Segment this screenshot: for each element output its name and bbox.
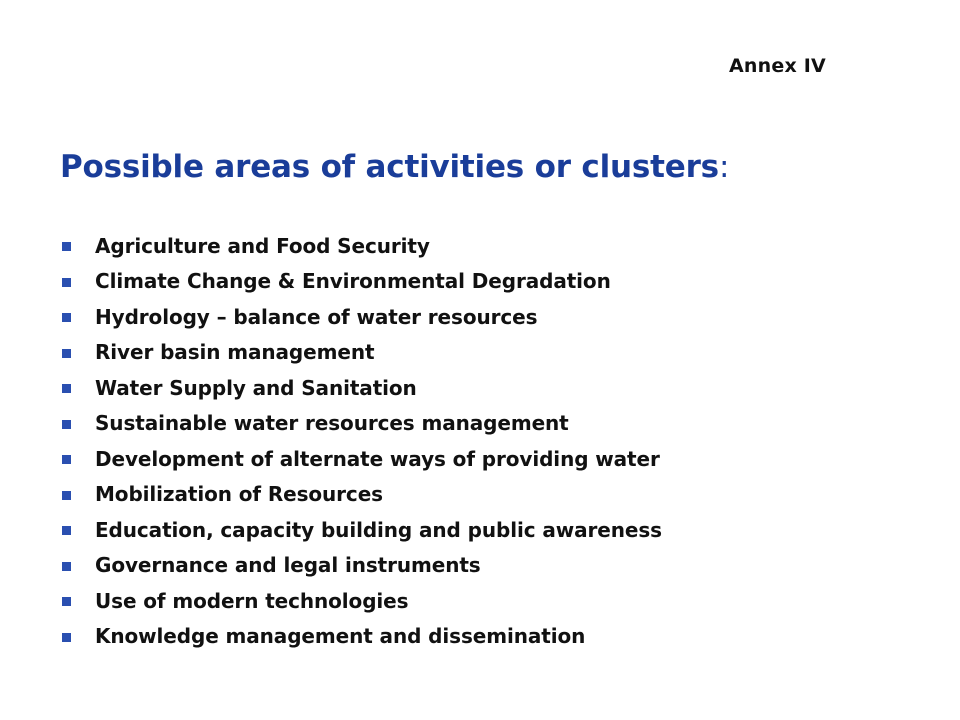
list-item — [62, 583, 662, 619]
list-item — [62, 477, 662, 513]
list-item-text: Governance and legal instruments — [95, 553, 481, 578]
list-item-text: Use of modern technologies — [95, 588, 409, 613]
list-item — [62, 548, 662, 584]
list-item-text: Hydrology – balance of water resources — [95, 304, 538, 329]
list-item — [62, 406, 662, 442]
square-bullet-icon — [62, 562, 71, 571]
list-item-text: Water Supply and Sanitation — [95, 375, 417, 400]
list-item — [62, 264, 662, 300]
list-item-text: Mobilization of Resources — [95, 482, 383, 507]
list-item-text: Development of alternate ways of providing water — [95, 446, 660, 471]
list-item-text: Agriculture and Food Security — [95, 233, 430, 258]
square-bullet-icon — [62, 278, 71, 287]
slide-title-text: Possible areas of activities or clusters — [60, 149, 719, 185]
square-bullet-icon — [62, 491, 71, 500]
list-item — [62, 228, 662, 264]
activity-list — [62, 228, 662, 654]
list-item — [62, 619, 662, 655]
square-bullet-icon — [62, 455, 71, 464]
slide-title — [60, 149, 729, 185]
list-item — [62, 370, 662, 406]
slide-title-colon: : — [718, 149, 730, 185]
list-item — [62, 335, 662, 371]
list-item-text: Education, capacity building and public awareness — [95, 517, 662, 542]
list-item-text: Climate Change & Environmental Degradation — [95, 269, 611, 294]
annex-label: Annex IV — [729, 55, 826, 77]
square-bullet-icon — [62, 349, 71, 358]
list-item-text: River basin management — [95, 340, 375, 365]
square-bullet-icon — [62, 597, 71, 606]
square-bullet-icon — [62, 526, 71, 535]
list-item-text: Sustainable water resources management — [95, 411, 569, 436]
list-item — [62, 512, 662, 548]
square-bullet-icon — [62, 313, 71, 322]
square-bullet-icon — [62, 242, 71, 251]
list-item — [62, 299, 662, 335]
square-bullet-icon — [62, 420, 71, 429]
square-bullet-icon — [62, 384, 71, 393]
square-bullet-icon — [62, 633, 71, 642]
list-item — [62, 441, 662, 477]
list-item-text: Knowledge management and dissemination — [95, 624, 586, 649]
